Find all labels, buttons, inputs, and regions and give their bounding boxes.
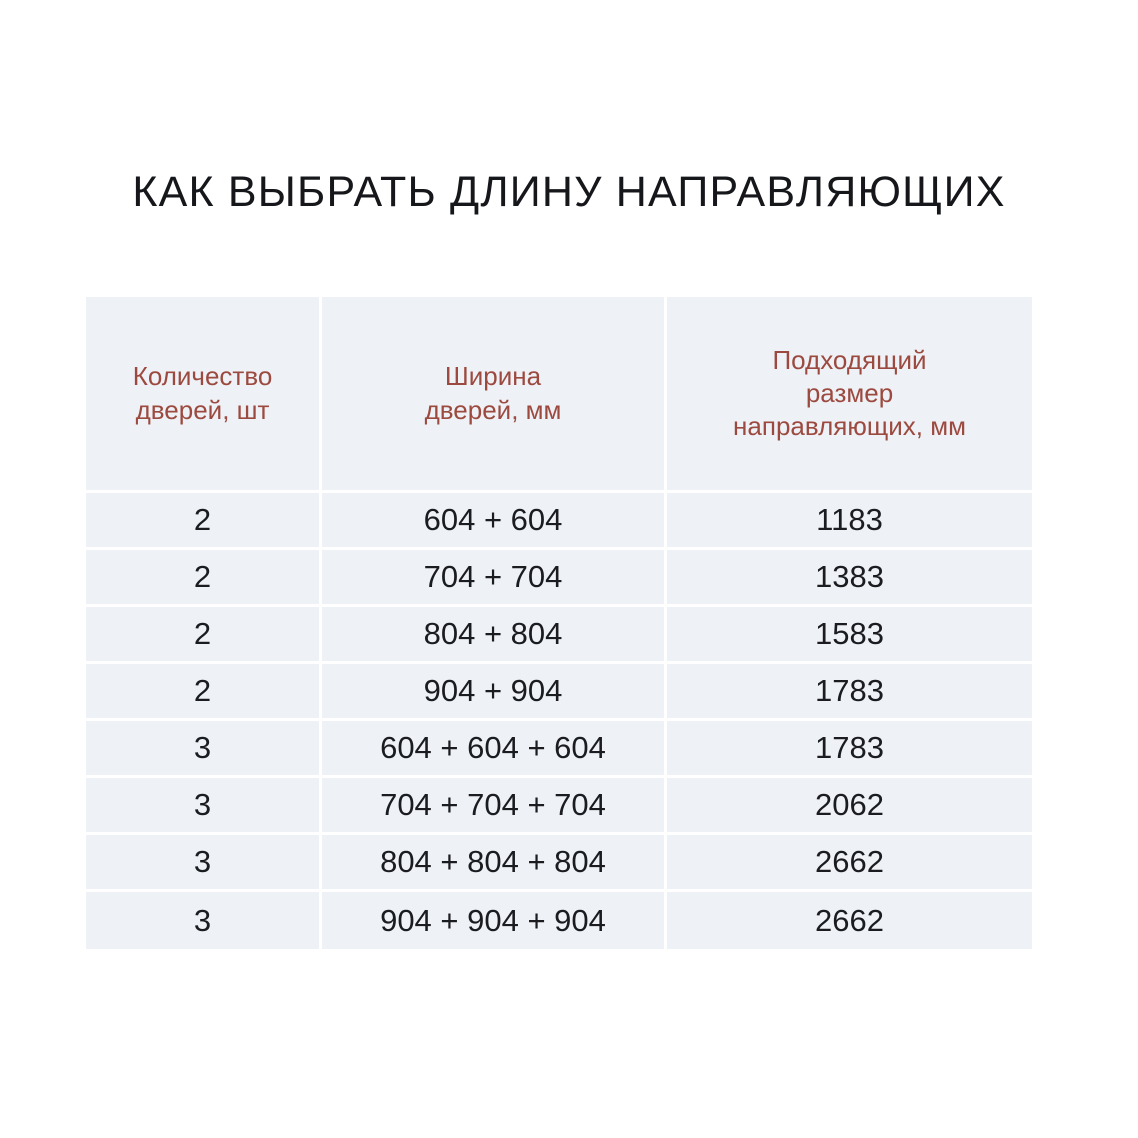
column-header-door-count: [86, 297, 322, 493]
cell-rail-size: 2662: [667, 835, 1032, 892]
cell-door-count: 3: [86, 835, 322, 892]
cell-door-width: 804 + 804: [322, 607, 667, 664]
table-row: [86, 721, 1032, 778]
cell-rail-size: 1783: [667, 721, 1032, 778]
column-header-door-count-line1: Количество: [132, 361, 273, 392]
column-header-door-width-line1: Ширина: [444, 361, 542, 392]
table-row: [86, 550, 1032, 607]
column-header-door-width: [322, 297, 667, 493]
cell-door-width: 604 + 604: [322, 493, 667, 550]
table-row: [86, 835, 1032, 892]
table-header: [86, 297, 1032, 493]
table-row: [86, 664, 1032, 721]
cell-door-count: 3: [86, 892, 322, 949]
rail-length-table-container: [86, 297, 1032, 949]
cell-rail-size: 2062: [667, 778, 1032, 835]
column-header-rail-size-line3: направляющих, мм: [733, 411, 966, 442]
cell-door-width: 904 + 904: [322, 664, 667, 721]
table-row: [86, 493, 1032, 550]
cell-rail-size: 1583: [667, 607, 1032, 664]
table-body: [86, 493, 1032, 949]
cell-door-count: 2: [86, 493, 322, 550]
column-header-rail-size-line1: Подходящий: [772, 344, 927, 375]
table-row: [86, 892, 1032, 949]
cell-rail-size: 1383: [667, 550, 1032, 607]
cell-door-count: 2: [86, 664, 322, 721]
rail-length-table: [86, 297, 1032, 949]
cell-door-width: 704 + 704: [322, 550, 667, 607]
column-header-door-width-line2: дверей, мм: [424, 394, 562, 425]
table-row: [86, 778, 1032, 835]
column-header-door-count-line2: дверей, шт: [135, 394, 270, 425]
page-title: КАК ВЫБРАТЬ ДЛИНУ НАПРАВЛЯЮЩИХ: [132, 168, 1006, 216]
cell-door-count: 2: [86, 550, 322, 607]
cell-rail-size: 1783: [667, 664, 1032, 721]
cell-door-count: 3: [86, 778, 322, 835]
cell-door-width: 904 + 904 + 904: [322, 892, 667, 949]
cell-door-width: 704 + 704 + 704: [322, 778, 667, 835]
cell-rail-size: 2662: [667, 892, 1032, 949]
cell-door-width: 604 + 604 + 604: [322, 721, 667, 778]
table-row: [86, 607, 1032, 664]
cell-door-count: 2: [86, 607, 322, 664]
table-header-row: [86, 297, 1032, 493]
column-header-rail-size: [667, 297, 1032, 493]
cell-door-width: 804 + 804 + 804: [322, 835, 667, 892]
cell-rail-size: 1183: [667, 493, 1032, 550]
cell-door-count: 3: [86, 721, 322, 778]
column-header-rail-size-line2: размер: [805, 377, 894, 408]
